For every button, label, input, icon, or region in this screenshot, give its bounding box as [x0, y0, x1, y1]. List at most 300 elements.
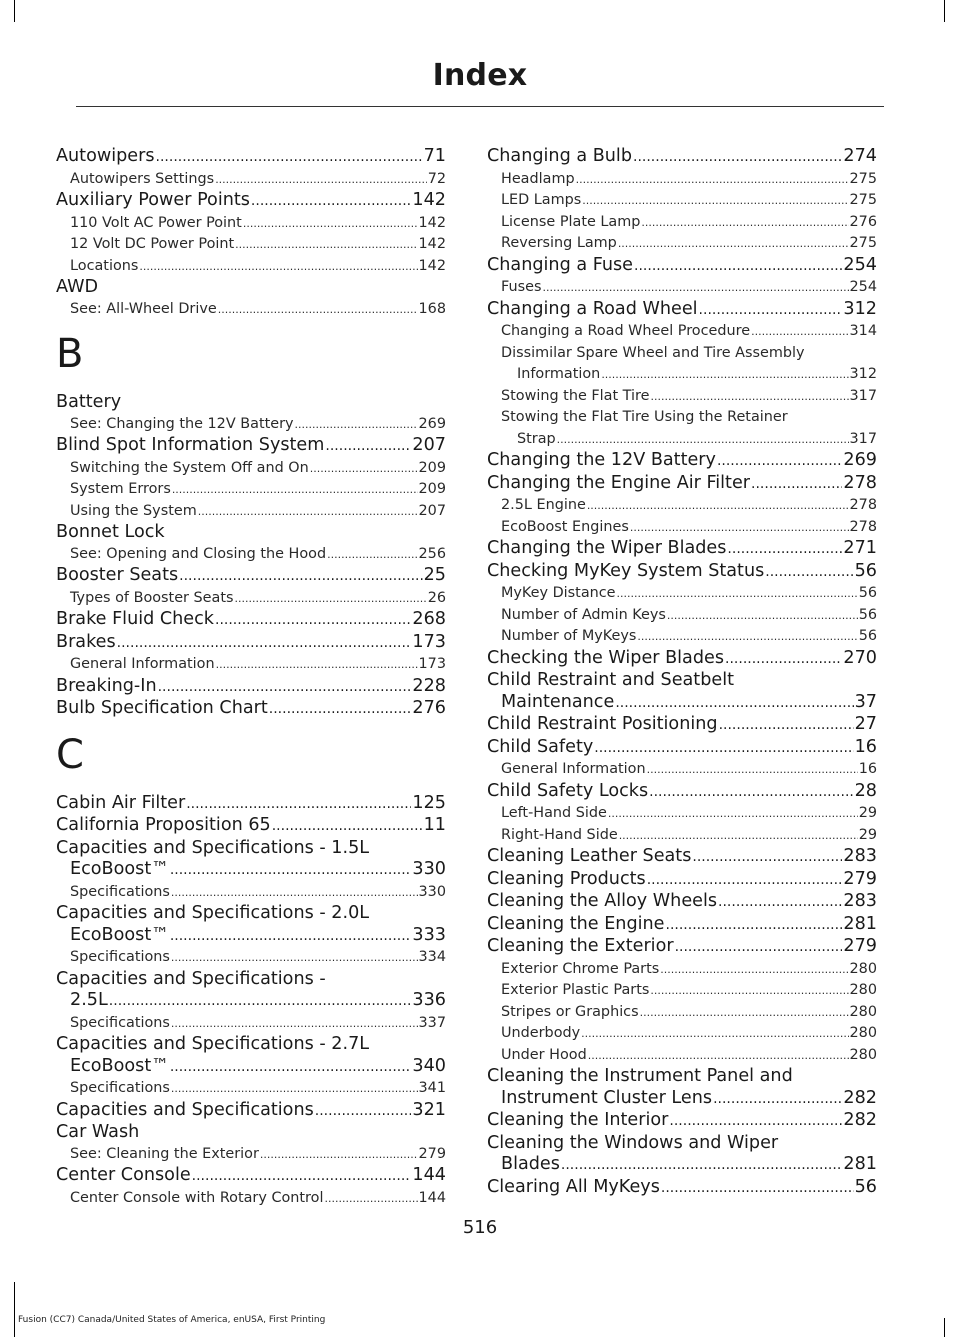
entry-text: Strap: [517, 430, 556, 447]
index-subentry[interactable]: [56, 234, 446, 256]
entry-text: Changing the 12V Battery: [487, 450, 716, 470]
dot-leader: [647, 870, 843, 892]
index-heading: Cleaning the Instrument Panel and: [487, 1066, 793, 1086]
index-subentry[interactable]: [487, 1045, 877, 1067]
dot-leader: [315, 1101, 412, 1123]
entry-text: Fuses: [501, 279, 542, 295]
index-column-right: [487, 146, 877, 1199]
index-entry[interactable]: [487, 714, 877, 737]
dot-leader: [617, 583, 858, 605]
index-entry[interactable]: [487, 299, 877, 322]
dot-leader: [216, 654, 418, 676]
entry-page: 283: [843, 846, 877, 866]
dot-leader: [327, 544, 417, 566]
index-entry[interactable]: [487, 648, 877, 671]
crop-mark: [14, 0, 15, 22]
entry-page: 333: [412, 924, 446, 945]
entry-text: Brakes: [56, 631, 116, 652]
index-subentry[interactable]: [487, 364, 877, 386]
entry-page: 270: [843, 647, 877, 668]
entry-page: 56: [854, 560, 877, 581]
index-subentry[interactable]: [487, 386, 877, 408]
index-entry[interactable]: [487, 692, 877, 715]
dot-leader: [587, 495, 849, 517]
entry-text: Changing a Fuse: [487, 254, 634, 275]
entry-text: Exterior Plastic Parts: [501, 982, 650, 998]
dot-leader: [608, 803, 858, 825]
entry-page: 168: [418, 300, 446, 317]
entry-page: 281: [843, 1154, 877, 1174]
dot-leader: [630, 517, 849, 539]
crop-mark: [944, 1318, 945, 1337]
entry-page: 256: [418, 545, 446, 562]
entry-text: EcoBoost™: [70, 1055, 169, 1076]
dot-leader: [171, 947, 418, 969]
index-entry[interactable]: [487, 561, 877, 584]
dot-leader: [713, 1089, 842, 1111]
entry-text: Changing a Road Wheel Procedure: [501, 323, 751, 339]
dot-leader: [717, 451, 842, 473]
entry-text: Locations: [70, 257, 139, 274]
index-subentry[interactable]: [487, 429, 877, 451]
entry-page: 275: [849, 235, 877, 251]
index-subentry[interactable]: [487, 277, 877, 299]
index-heading: Capacities and Specifications - 2.0L: [56, 903, 370, 923]
dot-leader: [725, 649, 842, 671]
entry-page: 340: [412, 1055, 446, 1076]
entry-page: 142: [418, 214, 446, 231]
dot-leader: [619, 825, 858, 847]
index-entry[interactable]: [56, 925, 446, 948]
index-entry[interactable]: [487, 473, 877, 496]
entry-page: 275: [849, 170, 877, 187]
dot-leader: [633, 147, 842, 169]
entry-text: Instrument Cluster Lens: [501, 1087, 713, 1108]
dot-leader: [650, 980, 848, 1002]
dot-leader: [235, 234, 417, 256]
entry-page: 330: [412, 859, 446, 879]
index-column-left: [56, 146, 446, 1209]
index-heading: AWD: [56, 277, 99, 297]
index-subentry[interactable]: [487, 169, 877, 191]
entry-page: 279: [843, 936, 877, 956]
dot-leader: [582, 190, 848, 212]
entry-text: Capacities and Specifications: [56, 1099, 314, 1120]
index-subentry[interactable]: [487, 605, 877, 627]
index-heading: Battery: [56, 392, 122, 412]
entry-text: Cleaning Leather Seats: [487, 846, 692, 866]
index-subentry[interactable]: [487, 190, 877, 212]
entry-page: 72: [427, 170, 446, 187]
index-subentry[interactable]: [56, 947, 446, 969]
index-entry[interactable]: [487, 450, 877, 473]
index-entry[interactable]: [56, 859, 446, 882]
entry-page: 144: [418, 1189, 446, 1206]
entry-page: 56: [854, 1176, 877, 1197]
index-subentry[interactable]: [487, 517, 877, 539]
page-title: Index: [432, 58, 528, 93]
entry-text: Types of Booster Seats: [70, 589, 234, 606]
entry-text: Specifications: [70, 883, 170, 900]
index-entry[interactable]: [56, 698, 446, 721]
index-subentry[interactable]: [56, 458, 446, 480]
entry-page: 269: [843, 450, 877, 470]
entry-page: 321: [412, 1099, 446, 1120]
title-rule: [76, 106, 884, 107]
page-number: 516: [462, 1217, 498, 1238]
index-subentry[interactable]: [487, 959, 877, 981]
index-entry[interactable]: [487, 914, 877, 937]
index-subentry[interactable]: [487, 495, 877, 517]
dot-leader: [576, 169, 849, 191]
index-heading: Stowing the Flat Tire Using the Retainer: [501, 409, 788, 425]
index-entry[interactable]: [487, 1154, 877, 1177]
index-entry[interactable]: [487, 146, 877, 169]
index-entry[interactable]: [487, 846, 877, 869]
entry-page: 11: [423, 815, 446, 835]
entry-text: Cleaning the Interior: [487, 1110, 669, 1130]
entry-text: Number of Admin Keys: [501, 606, 666, 623]
dot-leader: [171, 882, 418, 904]
dot-leader: [295, 414, 418, 436]
section-letter: C: [56, 731, 84, 778]
index-heading: Capacities and Specifications - 2.7L: [56, 1034, 370, 1054]
dot-leader: [727, 539, 842, 561]
entry-text: Switching the System Off and On: [70, 459, 309, 476]
entry-page: 314: [849, 323, 877, 339]
entry-text: Cleaning Products: [487, 868, 646, 889]
entry-page: 317: [849, 387, 877, 404]
entry-text: General Information: [501, 761, 646, 777]
dot-leader: [192, 1166, 412, 1188]
entry-page: 173: [412, 631, 446, 652]
entry-text: See: All-Wheel Drive: [70, 300, 217, 317]
entry-page: 274: [843, 146, 877, 166]
entry-text: Changing a Bulb: [487, 146, 632, 166]
entry-text: Changing the Engine Air Filter: [487, 472, 751, 493]
footer-text: Fusion (CC7) Canada/United States of America, enUSA, First Printing: [18, 1315, 326, 1325]
entry-text: Specifications: [70, 949, 170, 965]
index-subentry[interactable]: [487, 980, 877, 1002]
entry-page: 336: [412, 990, 446, 1010]
index-entry[interactable]: [487, 737, 877, 760]
index-subentry[interactable]: [487, 1002, 877, 1024]
index-subentry[interactable]: [487, 583, 877, 605]
entry-text: Child Restraint Positioning: [487, 714, 718, 734]
dot-leader: [542, 277, 848, 299]
entry-page: 56: [858, 585, 877, 601]
entry-page: 29: [858, 826, 877, 843]
dot-leader: [272, 816, 423, 838]
entry-text: Cabin Air Filter: [56, 792, 186, 813]
entry-page: 282: [843, 1087, 877, 1108]
index-subentry[interactable]: [56, 654, 446, 676]
entry-page: 312: [843, 298, 877, 319]
index-subentry[interactable]: [487, 759, 877, 781]
entry-text: Child Safety Locks: [487, 780, 649, 801]
index-entry[interactable]: [487, 891, 877, 914]
entry-text: Changing a Road Wheel: [487, 298, 698, 319]
entry-page: 56: [858, 606, 877, 623]
index-entry[interactable]: [56, 1100, 446, 1123]
entry-page: 268: [412, 609, 446, 629]
crop-mark: [944, 0, 945, 22]
index-entry[interactable]: [56, 793, 446, 816]
entry-text: Underbody: [501, 1025, 581, 1041]
dot-leader: [719, 715, 854, 737]
dot-leader: [269, 699, 412, 721]
entry-text: Headlamp: [501, 170, 575, 187]
dot-leader: [117, 633, 412, 655]
dot-leader: [215, 169, 427, 191]
entry-page: 209: [418, 481, 446, 497]
entry-text: General Information: [70, 656, 215, 672]
entry-text: Auxiliary Power Points: [56, 190, 250, 210]
index-subentry[interactable]: [56, 414, 446, 436]
entry-text: Number of MyKeys: [501, 628, 637, 644]
entry-page: 280: [849, 1025, 877, 1041]
entry-page: 278: [849, 497, 877, 513]
entry-text: 2.5L: [70, 990, 108, 1010]
index-entry[interactable]: [487, 869, 877, 892]
index-subentry[interactable]: [56, 1144, 446, 1166]
entry-page: 144: [412, 1165, 446, 1185]
index-subentry[interactable]: [487, 825, 877, 847]
entry-page: 341: [418, 1080, 446, 1096]
entry-text: California Proposition 65: [56, 815, 271, 835]
dot-leader: [751, 321, 848, 343]
dot-leader: [198, 501, 418, 523]
entry-page: 16: [858, 761, 877, 777]
dot-leader: [171, 1078, 418, 1100]
dot-leader: [669, 1111, 842, 1133]
index-subentry[interactable]: [56, 544, 446, 566]
entry-text: Right-Hand Side: [501, 826, 618, 843]
index-entry[interactable]: [56, 146, 446, 169]
index-subentry[interactable]: [56, 1013, 446, 1035]
index-entry[interactable]: [487, 1088, 877, 1111]
index-subentry[interactable]: [487, 803, 877, 825]
entry-text: Cleaning the Engine: [487, 913, 665, 934]
entry-page: 330: [418, 883, 446, 900]
index-entry[interactable]: [56, 190, 446, 213]
index-subentry[interactable]: [56, 588, 446, 610]
entry-text: EcoBoost™: [70, 924, 169, 945]
entry-text: 110 Volt AC Power Point: [70, 214, 242, 231]
index-heading: Car Wash: [56, 1122, 140, 1142]
entry-text: EcoBoost Engines: [501, 518, 629, 535]
dot-leader: [675, 937, 843, 959]
index-heading: Cleaning the Windows and Wiper: [487, 1132, 779, 1153]
index-subentry[interactable]: [56, 882, 446, 904]
index-subentry[interactable]: [56, 299, 446, 321]
dot-leader: [765, 562, 853, 584]
entry-text: Cleaning the Alloy Wheels: [487, 891, 718, 911]
entry-page: 317: [849, 430, 877, 447]
entry-page: 276: [412, 698, 446, 718]
entry-page: 71: [423, 146, 446, 166]
dot-leader: [601, 364, 848, 386]
index-heading: Child Restraint and Seatbelt: [487, 670, 734, 690]
index-subentry[interactable]: [487, 233, 877, 255]
entry-text: Child Safety: [487, 736, 594, 757]
index-subentry[interactable]: [56, 501, 446, 523]
dot-leader: [158, 677, 412, 699]
index-entry[interactable]: [487, 781, 877, 804]
index-subentry[interactable]: [56, 169, 446, 191]
dot-leader: [660, 959, 848, 981]
entry-text: Changing the Wiper Blades: [487, 538, 727, 558]
dot-leader: [170, 926, 412, 948]
entry-page: 142: [418, 236, 446, 252]
index-subentry[interactable]: [56, 1188, 446, 1210]
entry-page: 276: [849, 213, 877, 230]
dot-leader: [310, 458, 418, 480]
dot-leader: [618, 233, 849, 255]
entry-page: 207: [418, 502, 446, 519]
dot-leader: [615, 693, 853, 715]
dot-leader: [179, 566, 422, 588]
entry-page: 278: [849, 518, 877, 535]
entry-text: Blind Spot Information System: [56, 435, 325, 455]
index-subentry[interactable]: [487, 321, 877, 343]
entry-text: Under Hood: [501, 1046, 587, 1063]
entry-text: License Plate Lamp: [501, 213, 641, 230]
index-subentry[interactable]: [487, 1023, 877, 1045]
dot-leader: [251, 191, 411, 213]
index-entry[interactable]: [56, 676, 446, 699]
dot-leader: [170, 1057, 412, 1079]
dot-leader: [637, 626, 857, 648]
dot-leader: [751, 474, 842, 496]
dot-leader: [243, 213, 418, 235]
dot-leader: [647, 759, 858, 781]
entry-page: 334: [418, 949, 446, 965]
entry-text: Cleaning the Exterior: [487, 936, 674, 956]
entry-page: 280: [849, 960, 877, 977]
crop-mark: [14, 1282, 15, 1337]
entry-page: 29: [858, 805, 877, 821]
entry-page: 28: [854, 780, 877, 801]
entry-text: Clearing All MyKeys: [487, 1176, 660, 1197]
dot-leader: [692, 847, 842, 869]
entry-text: Bulb Specification Chart: [56, 698, 268, 718]
entry-text: EcoBoost™: [70, 859, 169, 879]
dot-leader: [156, 147, 423, 169]
index-entry[interactable]: [487, 255, 877, 278]
index-entry[interactable]: [487, 538, 877, 561]
entry-page: 25: [423, 565, 446, 585]
dot-leader: [561, 1155, 843, 1177]
entry-page: 279: [418, 1145, 446, 1162]
entry-text: System Errors: [70, 481, 171, 497]
entry-page: 282: [843, 1110, 877, 1130]
dot-leader: [324, 1188, 417, 1210]
index-entry[interactable]: [56, 435, 446, 458]
index-subentry[interactable]: [487, 212, 877, 234]
entry-text: Specifications: [70, 1080, 170, 1096]
entry-page: 37: [854, 691, 877, 712]
index-subentry[interactable]: [487, 626, 877, 648]
index-subentry[interactable]: [56, 213, 446, 235]
entry-page: 142: [412, 190, 446, 210]
index-subentry[interactable]: [56, 1078, 446, 1100]
index-subentry[interactable]: [56, 256, 446, 278]
index-entry[interactable]: [487, 1177, 877, 1200]
entry-text: Stripes or Graphics: [501, 1003, 639, 1020]
entry-text: MyKey Distance: [501, 585, 616, 601]
dot-leader: [109, 991, 412, 1013]
section-letter: B: [56, 331, 84, 377]
entry-page: 278: [843, 472, 877, 493]
dot-leader: [172, 479, 418, 501]
entry-page: 26: [427, 589, 446, 606]
dot-leader: [234, 588, 426, 610]
dot-leader: [139, 256, 417, 278]
entry-text: Center Console with Rotary Control: [70, 1189, 324, 1206]
entry-text: Checking the Wiper Blades: [487, 647, 725, 668]
dot-leader: [634, 256, 842, 278]
dot-leader: [171, 1013, 418, 1035]
dot-leader: [215, 610, 411, 632]
index-entry[interactable]: [56, 990, 446, 1013]
entry-text: See: Changing the 12V Battery: [70, 415, 294, 432]
entry-text: Information: [517, 366, 601, 382]
entry-page: 312: [849, 366, 877, 382]
index-entry[interactable]: [56, 815, 446, 838]
entry-text: LED Lamps: [501, 192, 582, 208]
dot-leader: [650, 386, 848, 408]
entry-page: 16: [854, 736, 877, 757]
entry-page: 283: [843, 891, 877, 911]
index-entry[interactable]: [56, 1056, 446, 1079]
entry-text: See: Opening and Closing the Hood: [70, 545, 327, 562]
dot-leader: [186, 794, 411, 816]
index-entry[interactable]: [56, 632, 446, 655]
entry-page: 254: [849, 279, 877, 295]
index-entry[interactable]: [56, 609, 446, 632]
index-heading: Bonnet Lock: [56, 522, 165, 542]
entry-page: 275: [849, 192, 877, 208]
index-entry[interactable]: [56, 565, 446, 588]
entry-page: 173: [418, 656, 446, 672]
entry-text: Maintenance: [501, 691, 615, 712]
index-subentry[interactable]: [56, 479, 446, 501]
entry-page: 207: [412, 435, 446, 455]
entry-text: Center Console: [56, 1165, 191, 1185]
entry-text: Using the System: [70, 502, 197, 519]
index-entry[interactable]: [487, 1110, 877, 1133]
index-entry[interactable]: [487, 936, 877, 959]
entry-text: Brake Fluid Check: [56, 609, 214, 629]
entry-text: Blades: [501, 1154, 560, 1174]
dot-leader: [588, 1045, 849, 1067]
entry-page: 280: [849, 982, 877, 998]
entry-text: Autowipers Settings: [70, 170, 215, 187]
entry-page: 228: [412, 675, 446, 696]
entry-page: 281: [843, 913, 877, 934]
entry-page: 56: [858, 628, 877, 644]
dot-leader: [218, 299, 418, 321]
entry-page: 269: [418, 415, 446, 432]
dot-leader: [641, 212, 848, 234]
entry-page: 142: [418, 257, 446, 274]
entry-page: 254: [843, 254, 877, 275]
dot-leader: [557, 429, 849, 451]
dot-leader: [581, 1023, 848, 1045]
index-entry[interactable]: [56, 1165, 446, 1188]
index-heading: Capacities and Specifications - 1.5L: [56, 837, 370, 858]
